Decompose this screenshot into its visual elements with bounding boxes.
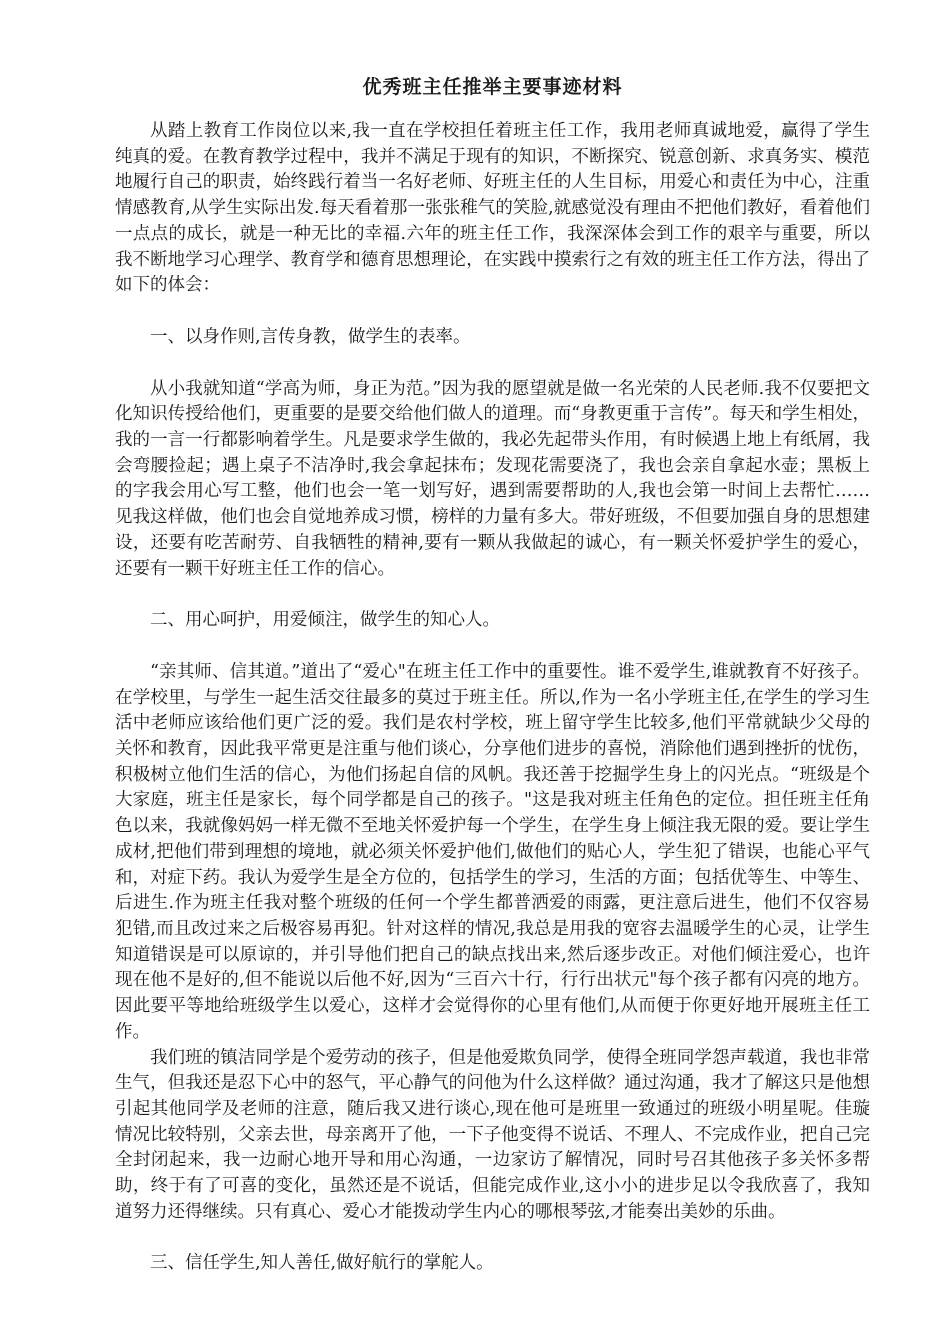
spacer bbox=[115, 582, 870, 608]
document-title: 优秀班主任推举主要事迹材料 bbox=[362, 76, 623, 98]
intro-paragraph: 从踏上教育工作岗位以来,我一直在学校担任着班主任工作，我用老师真诚地爱，赢得了学生纯真的爱。在教育教学过程中，我并不满足于现有的知识，不断探究、锐意创新、求真务实、模范地履行自己的职责，始终践行着当一名好老师、好班主任的人生目标，用爱心和责任为中心，注重情感教育,从学生实际出发.每天看着那一张张稚气的笑脸,就感觉没有理由不把他们教好，看着他们一点点的成长，就是一种无比的幸福.六年的班主任工作，我深深体会到工作的艰辛与重要，所以我不断地学习心理学、教育学和德育思想理论，在实践中摸索行之有效的班主任工作方法，得出了如下的体会： bbox=[115, 121, 870, 296]
spacer bbox=[115, 351, 870, 377]
section-heading-2: 二、用心呵护，用爱倾注，做学生的知心人。 bbox=[150, 610, 500, 631]
section-heading-1: 一、以身作则,言传身教，做学生的表率。 bbox=[150, 326, 471, 347]
section-2-paragraph-1: “亲其师、信其道。”道出了“爱心"在班主任工作中的重要性。谁不爱学生,谁就教育不好孩子。在学校里，与学生一起生活交往最多的莫过于班主任。所以,作为一名小学班主任,在学生的学习生活中老师应该给他们更广泛的爱。我们是农村学校，班上留守学生比较多,他们平常就缺少父母的关怀和教育，因此我平常更是注重与他们谈心，分享他们进步的喜悦，消除他们遇到挫折的忧伤，积极树立他们生活的信心，为他们扬起自信的风帆。我还善于挖掘学生身上的闪光点。“班级是个大家庭，班主任是家长，每个同学都是自己的孩子。"这是我对班主任角色的定位。担任班主任角色以来，我就像妈妈一样无微不至地关怀爱护每一个学生，在学生身上倾注我无限的爱。要让学生成材,把他们带到理想的境地，就必须关怀爱护他们,做他们的贴心人，学生犯了错误，也能心平气和，对症下药。我认为爱学生是全方位的，包括学生的学习，生活的方面；包括优等生、中等生、后进生.作为班主任我对整个班级的任何一个学生都普洒爱的雨露，更注意后进生，他们不仅容易犯错,而且改过来之后极容易再犯。针对这样的情况,我总是用我的宽容去温暖学生的心灵，让学生知道错误是可以原谅的，并引导他们把自己的缺点找出来,然后逐步改正。对他们倾注爱心，也许现在他不是好的,但不能说以后他不好,因为“三百六十行，行行出状元"每个孩子都有闪亮的地方。因此要平等地给班级学生以爱心，这样才会觉得你的心里有他们,从而便于你更好地开展班主任工作。 bbox=[115, 661, 870, 1042]
section-2-paragraph-2: 我们班的镇洁同学是个爱劳动的孩子，但是他爱欺负同学，使得全班同学怨声载道，我也非常生气，但我还是忍下心中的怒气，平心静气的问他为什么这样做？通过沟通，我才了解这只是他想引起其他同学及老师的注意，随后我又进行谈心,现在他可是班里一致通过的班级小明星呢。佳璇情况比较特别，父亲去世，母亲离开了他，一下子他变得不说话、不理人、不完成作业，把自己完全封闭起来，我一边耐心地开导和用心沟通，一边家访了解情况，同时号召其他孩子多关怀多帮助，终于有了可喜的变化，虽然还是不说话，但能完成作业,这小小的进步足以令我欣喜了，我知道努力还得继续。只有真心、爱心才能拨动学生内心的哪根琴弦,才能奏出美妙的乐曲。 bbox=[115, 1047, 870, 1222]
spacer bbox=[115, 634, 870, 660]
section-1-paragraph: 从小我就知道“学高为师，身正为范。”因为我的愿望就是做一名光荣的人民老师.我不仅要把文化知识传授给他们，更重要的是要交给他们做人的道理。而“身教更重于言传”。每天和学生相处，我的一言一行都影响着学生。凡是要求学生做的，我必先起带头作用，有时候遇上地上有纸屑，我会弯腰捡起；遇上桌子不洁净时,我会拿起抹布；发现花需要浇了，我也会亲自拿起水壶；黑板上的字我会用心写工整，他们也会一笔一划写好，遇到需要帮助的人,我也会第一时间上去帮忙……见我这样做，他们也会自觉地养成习惯，榜样的力量有多大。带好班级，不但要加强自身的思想建设，还要有吃苦耐劳、自我牺牲的精神,要有一颗从我做起的诚心，有一颗关怀爱护学生的爱心，还要有一颗干好班主任工作的信心。 bbox=[115, 378, 870, 579]
spacer bbox=[115, 299, 870, 325]
spacer bbox=[115, 1225, 870, 1251]
section-heading-3: 三、信任学生,知人善任,做好航行的掌舵人。 bbox=[150, 1253, 494, 1274]
document-page bbox=[115, 70, 870, 1277]
